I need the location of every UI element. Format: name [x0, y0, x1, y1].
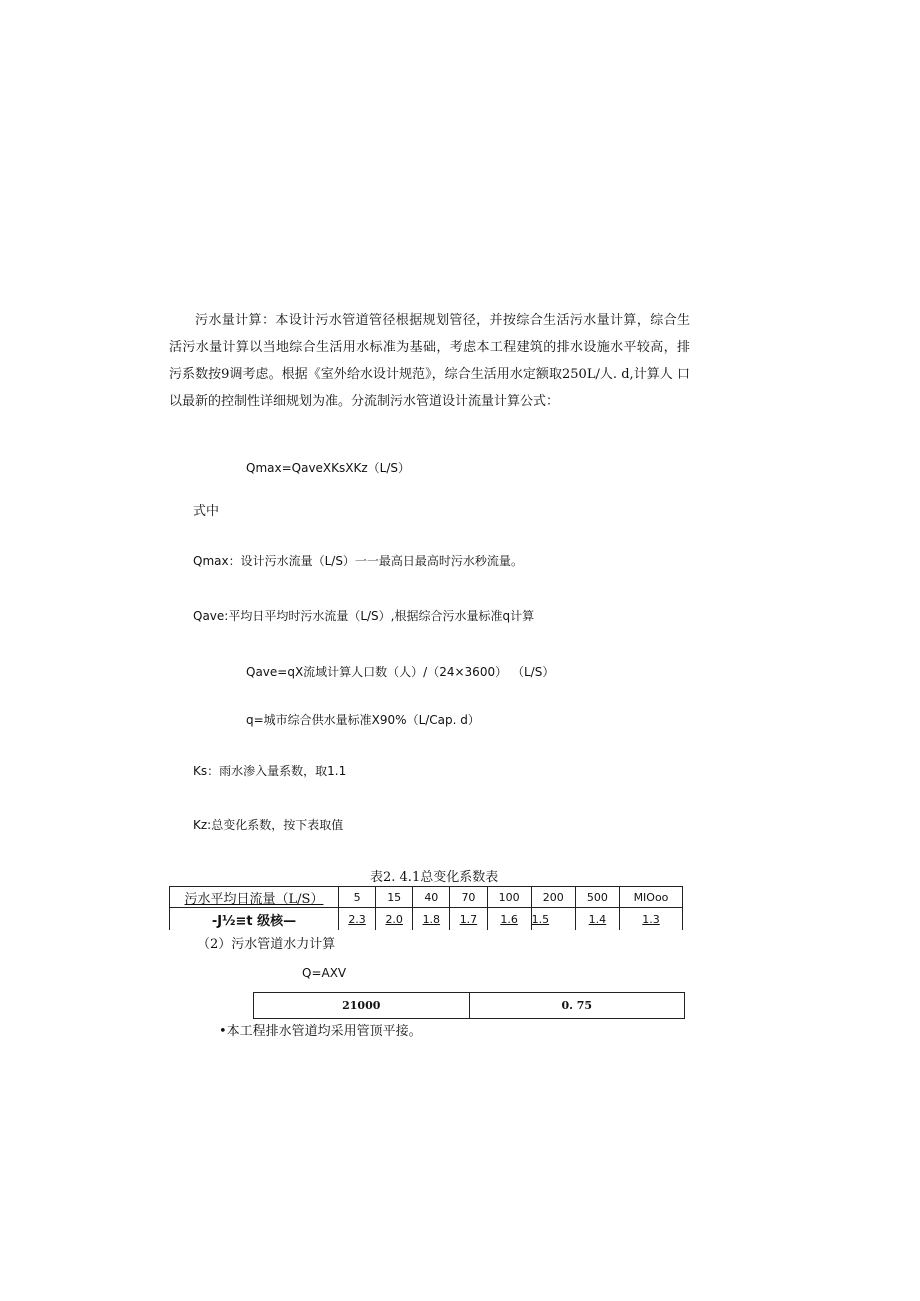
- table-caption: 表2. 4.1总变化系数表: [370, 870, 499, 885]
- intro-line-2: 活污水量计算以当地综合生活用水标准为基础，考虑本工程建筑的排水设施水平较高，排: [169, 340, 690, 355]
- intro-line-4: 以最新的控制性详细规划为准。分流制污水管道设计流量计算公式：: [169, 394, 560, 409]
- flow-cell: 5: [339, 887, 376, 908]
- kz-value-cell: 1.8: [413, 908, 450, 931]
- table-row: [170, 887, 683, 908]
- kz-value-cell: 1.5: [531, 908, 575, 931]
- bullet-icon: •: [219, 1024, 227, 1039]
- flow-cell: 100: [487, 887, 531, 908]
- value-cell: 0. 75: [469, 993, 685, 1019]
- intro-line-3: 污系数按9调考虑。根据《室外给水设计规范》，综合生活用水定额取250L/人. d,计算人 口: [169, 367, 690, 382]
- intro-line-1: 污水量计算：本设计污水管道管径根据规划管径，并按综合生活污水量计算，综合生: [195, 313, 690, 328]
- flow-cell: 15: [376, 887, 413, 908]
- flow-cell: 500: [575, 887, 619, 908]
- definition-qmax: Qmax：设计污水流量（L/S）一一最高日最高时污水秒流量。: [193, 554, 523, 568]
- flow-cell: 70: [450, 887, 487, 908]
- formula-qave-unit: （L/S）: [512, 665, 555, 679]
- definition-ks: Ks：雨水渗入量系数，取1.1: [193, 764, 347, 778]
- kz-value-cell: 1.3: [620, 908, 683, 931]
- formula-qave: Qave=qX流域计算人口数（人）/（24×3600）: [246, 665, 508, 679]
- intro-paragraph: [169, 307, 690, 415]
- formula-hydraulic: Q=AXV: [302, 966, 347, 980]
- kz-value-cell: 2.0: [376, 908, 413, 931]
- note-text: 本工程排水管道均采用管顶平接。: [226, 1024, 422, 1039]
- definition-qave: Qave:平均日平均时污水流量（L/S）,根据综合污水量标准q计算: [193, 609, 535, 623]
- value-cell: 21000: [254, 993, 470, 1019]
- section-hydraulic: （2）污水管道水力计算: [197, 937, 336, 952]
- label-where: 式中: [193, 504, 220, 519]
- flow-cell: 200: [531, 887, 575, 908]
- flow-cell: MIOoo: [620, 887, 683, 908]
- kz-coefficient-table: [169, 886, 683, 930]
- kz-value-cell: 1.6: [487, 908, 531, 931]
- note-line: [219, 1020, 422, 1039]
- hydraulic-values-table: [253, 992, 685, 1019]
- table-row: [254, 993, 685, 1019]
- table-row: [170, 908, 683, 931]
- definition-kz: Kz:总变化系数，按下表取值: [193, 818, 344, 832]
- formula-q: q=城市综合供水量标准X90%（L/Cap. d）: [246, 713, 480, 727]
- kz-value-cell: 1.4: [575, 908, 619, 931]
- kz-value-cell: 2.3: [339, 908, 376, 931]
- flow-header-cell: 污水平均日流量（L/S）: [170, 887, 339, 908]
- flow-cell: 40: [413, 887, 450, 908]
- kz-value-cell: 1.7: [450, 908, 487, 931]
- kz-row-label: -J½≡t 级核—: [170, 908, 339, 931]
- formula-main: Qmax=QaveXKsXKz（L/S）: [246, 461, 411, 475]
